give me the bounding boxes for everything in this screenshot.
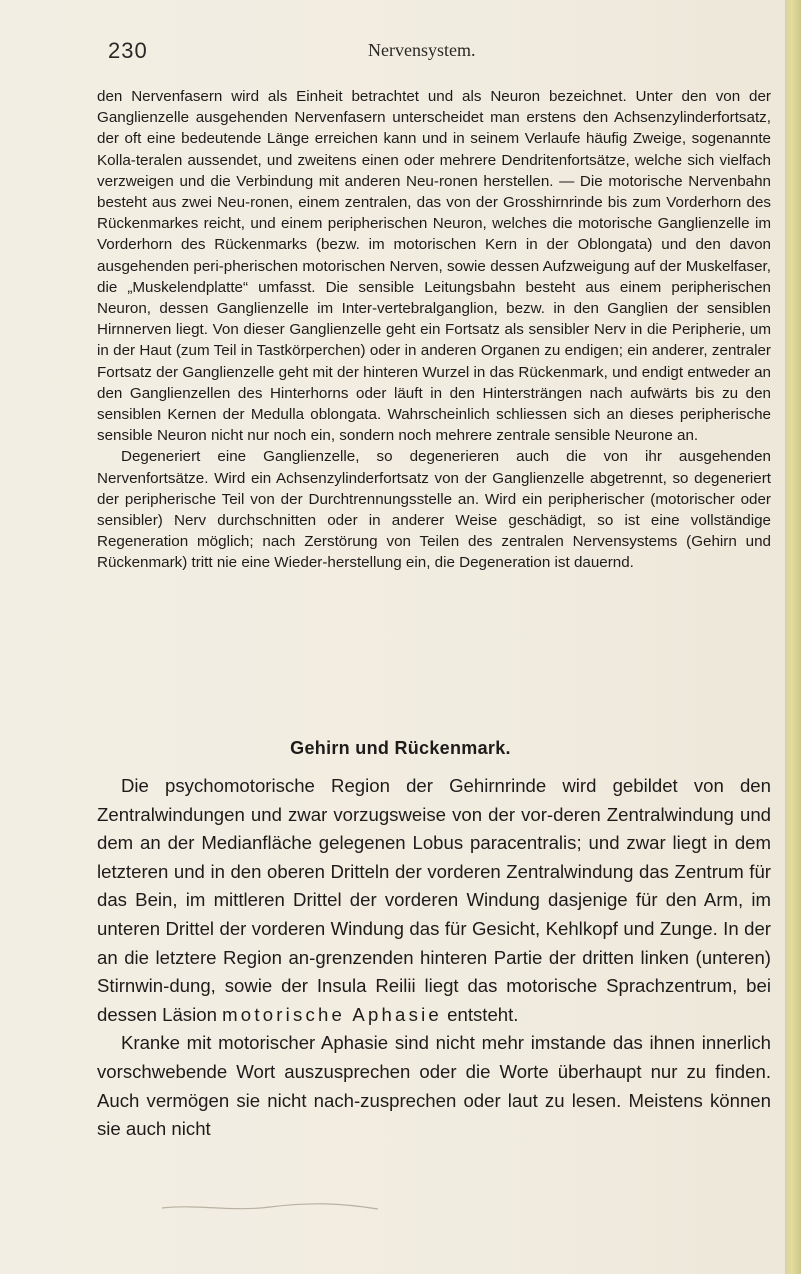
brain-text-block	[97, 772, 771, 1144]
section-heading: Gehirn und Rückenmark.	[290, 738, 511, 758]
page-number: 230	[108, 38, 148, 63]
motor-region-text-end: entsteht.	[447, 1003, 519, 1025]
neuron-text-block	[97, 86, 771, 574]
page-edge	[785, 0, 801, 1274]
running-title: Nervensystem.	[368, 40, 476, 60]
degeneration-paragraph: Degeneriert eine Ganglienzelle, so degenerieren auch die von ihr ausgehenden Nervenfortsätze. Wird ein Achsenzylinderfortsatz von der Ganglienzelle abgetrennt, so degeneriert der peripherische Teil von der Durchtrennungsstelle an. Wird ein peripherischer (motorischer oder sensibler) Nerv durchschnitten oder in anderer Weise geschädigt, so ist eine vollständige Regeneration möglich; nach Zerstörung von Teilen des zentralen Nervensystems (Gehirn und Rückenmark) tritt nie eine Wieder-herstellung ein, die Degeneration ist dauernd.	[97, 448, 771, 572]
page-header	[108, 38, 768, 62]
neuron-paragraph: den Nervenfasern wird als Einheit betrachtet und als Neuron bezeichnet. Unter den von der Ganglienzelle ausgehenden Nervenfasern unterscheidet man erstens den Achsenzylinderfortsatz, der oft eine bedeutende Länge erreichen kann und in seinem Verlaufe häufig Zweige, sogenannte Kolla-teralen aussendet, und zweitens einen oder mehrere Dendritenfortsätze, welche sich vielfach verzweigen und die Verbindung mit anderen Neu-ronen herstellen. — Die motorische Nervenbahn besteht aus zwei Neu-ronen, einem zentralen, das von der Grosshirnrinde bis zum Vorderhorn des Rückenmarkes reicht, und einem peripherischen Neuron, welches die motorische Ganglienzelle im Vorderhorn des Rückenmarks (bezw. im motorischen Kern in der Oblongata) und den davon ausgehenden peri-pherischen motorischen Nerven, sowie dessen Aufzweigung auf der Muskelfaser, die „Muskelendplatte“ umfasst. Die sensible Leitungsbahn besteht aus einem peripherischen Neuron, dessen Ganglienzelle im Inter-vertebralganglion, bezw. in den Ganglien der sensiblen Hirnnerven liegt. Von dieser Ganglienzelle geht ein Fortsatz als sensibler Nerv in die Peripherie, um in der Haut (zum Teil in Tastkörperchen) oder in anderen Organen zu endigen; ein anderer, zentraler Fortsatz der Ganglienzelle geht mit der hinteren Wurzel in das Rückenmark, und endigt entweder an den Ganglienzellen des Hinterhorns oder läuft in den Hintersträngen nach aufwärts bis zu den sensiblen Kernen der Medulla oblongata. Wahrscheinlich schliessen sich an dieses peripherische sensible Neuron nicht nur noch ein, sondern noch mehrere zentrale sensible Neurone an.	[97, 88, 771, 445]
motor-region-paragraph	[97, 772, 771, 1029]
emphasized-term: motorische Aphasie	[222, 1003, 442, 1025]
ink-smudge	[160, 1200, 380, 1214]
motor-region-text: Die psychomotorische Region der Gehirnrinde wird gebildet von den Zentralwindungen und zwar vorzugsweise von der vor-deren Zentralwindung und dem an der Medianfläche gelegenen Lobus paracentralis; und zwar liegt in dem letzteren und in den oberen Dritteln der vorderen Zentralwindung das Zentrum für das Bein, im mittleren Drittel der vorderen Windung dasjenige für den Arm, im unteren Drittel der vorderen Windung das für Gesicht, Kehlkopf und Zunge. In der an die letztere Region an-grenzenden hinteren Partie der dritten linken (unteren) Stirnwin-dung, sowie der Insula Reilii liegt das motorische Sprachzentrum, bei dessen Läsion	[97, 775, 771, 1025]
aphasia-paragraph: Kranke mit motorischer Aphasie sind nicht mehr imstande das ihnen innerlich vorschwebende Wort auszusprechen oder die Worte überhaupt nur zu finden. Auch vermögen sie nicht nach-zusprechen oder laut zu lesen. Meistens können sie auch nicht	[97, 1032, 771, 1140]
